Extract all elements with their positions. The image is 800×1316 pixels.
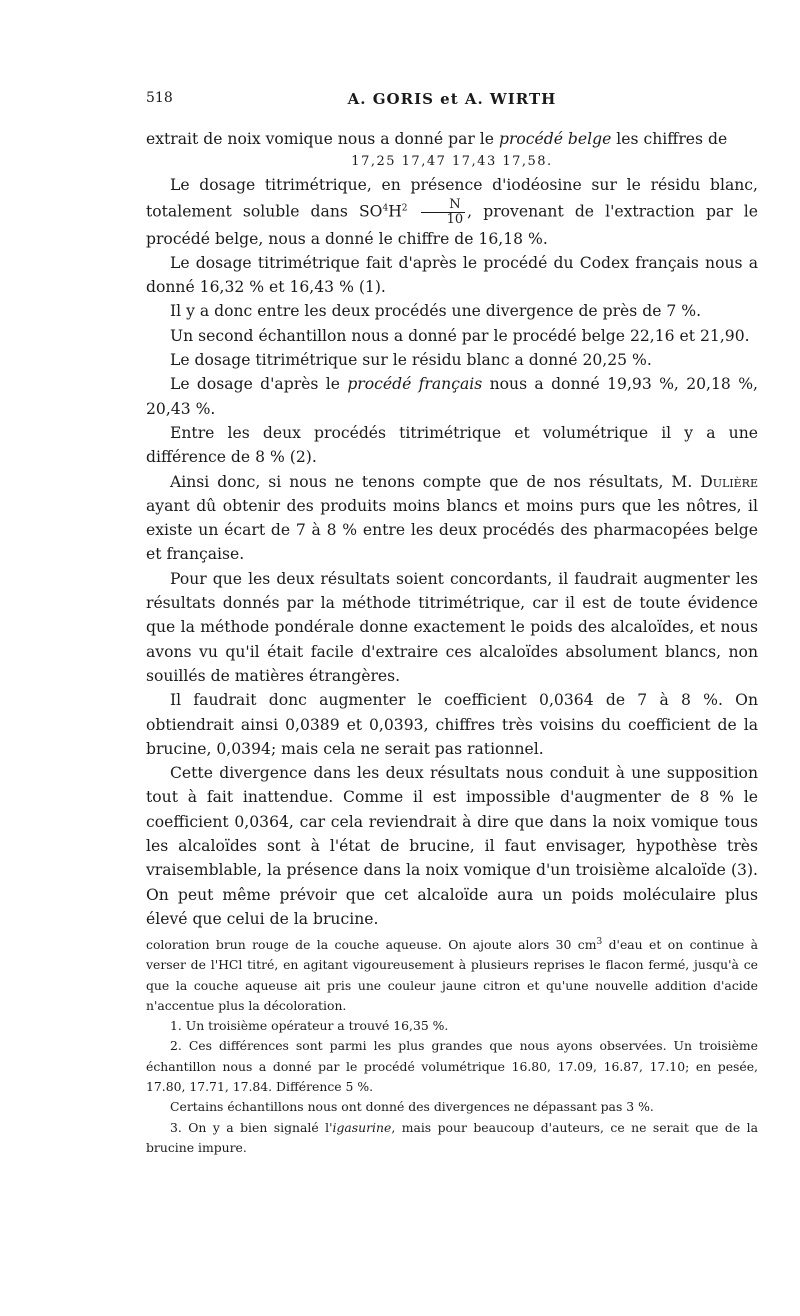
running-title: A. GORIS et A. WIRTH (347, 90, 557, 108)
text-span: d'eau et on continue à verser de l'HCl titré, en agitant vigoureusement à plusieurs reprises le flacon fermé, jusqu'à ce que la couche aqueuse ait pris une couleur jaune citron et qu'une nouvelle addition d'acide n'accentue plus la décoloration. (146, 937, 758, 1013)
paragraph-10: Pour que les deux résultats soient concordants, il faudrait augmenter les résultats donnés par la méthode titrimétrique, car il est de toute évidence que la méthode pondérale donne exactement le poids des alcaloïdes, et nous avons vu qu'il était facile d'extraire ces alcaloïdes absolument blancs, non souillés de matières étrangères. (146, 569, 758, 685)
footnote-2: 2. Ces différences sont parmi les plus grandes que nous ayons observées. Un troisième échantillon nous a donné par le procédé volumétrique 16.80, 17.09, 16.87, 17.10; en pesée, 17.80, 17.71, 17.84. Différence 5 %. (146, 1038, 758, 1095)
footnote-continuation (146, 935, 758, 1016)
paragraph-3: Le dosage titrimétrique fait d'après le procédé du Codex français nous a donné 16,32 % et 16,43 % (1). (146, 253, 758, 297)
paragraph-5: Un second échantillon nous a donné par le procédé belge 22,16 et 21,90. (170, 326, 750, 345)
text-span: nous a donné 19,93 %, 20,18 %, 20,43 %. (146, 375, 758, 418)
text-span: extrait de noix vomique nous a donné par le (146, 130, 499, 148)
paragraph-8: Entre les deux procédés titrimétrique et volumétrique il y a une différence de 8 % (2). (146, 423, 758, 467)
superscript: 3 (596, 936, 603, 947)
text-span: les chiffres de (611, 130, 728, 148)
paragraph-11: Il faudrait donc augmenter le coefficient 0,0364 de 7 à 8 %. On obtiendrait ainsi 0,0389 et 0,0393, chiffres très voisins du coefficient de la brucine, 0,0394; mais cela ne serait pas rationnel. (146, 691, 758, 758)
fraction-denominator: 10 (446, 211, 464, 227)
text-span: ayant dû obtenir des produits moins blancs et moins purs que les nôtres, il existe un écart de 7 à 8 % entre les deux procédés des pharmacopées belge et française. (146, 496, 758, 564)
text-span: Le dosage titrimétrique, en présence d'iodéosine sur le résidu blanc, totalement soluble dans SO (146, 176, 758, 221)
author-name: Dulière (700, 472, 758, 491)
footnote-2-continued: Certains échantillons nous ont donné des divergences ne dépassant pas 3 %. (170, 1099, 654, 1115)
paragraph-12: Cette divergence dans les deux résultats nous conduit à une supposition tout à fait inattendue. Comme il est impossible d'augmenter de 8 % le coefficient 0,0364, car cela reviendrait à dire que dans la noix vomique tous les alcaloïdes sont à l'état de brucine, il faut envisager, hypothèse très vraisemblable, la présence dans la noix vomique d'un troisième alcaloïde (3). On peut même prévoir que cet alcaloïde aura un poids moléculaire plus élevé que celui de la brucine. (146, 764, 758, 928)
paragraph-7 (146, 372, 758, 421)
values-line: 17,25 17,47 17,43 17,58. (351, 154, 553, 170)
footnotes (146, 935, 758, 1158)
text-span: H (388, 202, 402, 221)
fraction-numerator: N (421, 198, 466, 213)
italic-span: igasurine (332, 1119, 392, 1135)
footnote-3 (146, 1118, 758, 1159)
text-span: , provenant de l'extraction par le procédé belge, nous a donné le chiffre de 16,18 %. (146, 202, 758, 248)
text-span: Ainsi donc, si nous ne tenons compte que de nos résultats, M. (170, 472, 701, 491)
text-span: coloration brun rouge de la couche aqueuse. On ajoute alors 30 cm (146, 937, 597, 952)
footnote-1: 1. Un troisième opérateur a trouvé 16,35 %. (170, 1018, 449, 1034)
text-span: , mais pour beaucoup d'auteurs, ce ne serait que de la brucine impure. (146, 1119, 758, 1155)
paragraph-4: Il y a donc entre les deux procédés une divergence de près de 7 %. (170, 302, 702, 321)
page-header (146, 90, 758, 116)
italic-span: procédé français (347, 375, 483, 394)
italic-span: procédé belge (498, 130, 612, 148)
fraction (421, 198, 466, 227)
paragraph-1 (146, 127, 758, 151)
page-number: 518 (146, 90, 173, 106)
text-span: Le dosage d'après le (170, 375, 348, 394)
paragraph-6: Le dosage titrimétrique sur le résidu blanc a donné 20,25 %. (170, 351, 652, 370)
main-text (146, 127, 758, 931)
text-span: 3. On y a bien signalé l' (170, 1119, 333, 1135)
paragraph-2 (146, 173, 758, 251)
superscript: 4 (382, 202, 389, 213)
paragraph-9 (146, 470, 758, 567)
superscript: 2 (401, 202, 408, 213)
